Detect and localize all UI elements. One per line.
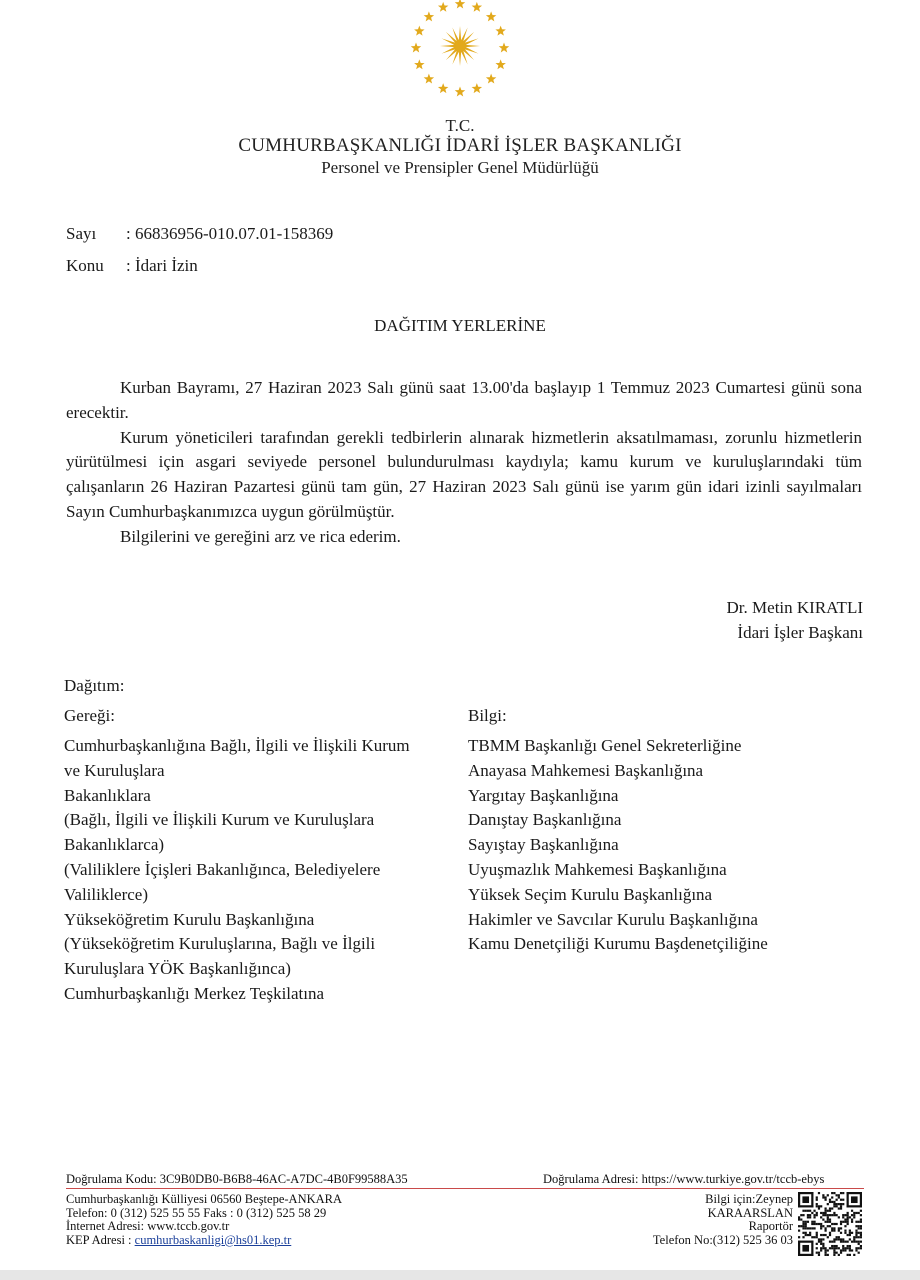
distribution-line: ve Kuruluşlara bbox=[64, 760, 165, 780]
distribution-line: TBMM Başkanlığı Genel Sekreterliğine bbox=[468, 736, 742, 755]
distribution-title: Dağıtım: bbox=[64, 676, 125, 695]
body-paragraph-1: Kurban Bayramı, 27 Haziran 2023 Salı günü saat 13.00'da başlayıp 1 Temmuz 2023 Cumartesi günü sona erecektir. bbox=[66, 378, 862, 422]
signatory-name: Dr. Metin KIRATLI bbox=[726, 598, 863, 617]
header-institution: CUMHURBAŞKANLIĞI İDARİ İŞLER BAŞKANLIĞI bbox=[238, 135, 682, 156]
distribution-line: Bakanlıklarca) bbox=[64, 835, 165, 855]
addressee: DAĞITIM YERLERİNE bbox=[374, 316, 546, 335]
sayi-value: : 66836956-010.07.01-158369 bbox=[126, 224, 334, 243]
distribution-line: Bakanlıklara bbox=[64, 785, 151, 805]
header-department: Personel ve Prensipler Genel Müdürlüğü bbox=[321, 158, 599, 177]
footer-phone-fax: Telefon: 0 (312) 525 55 55 Faks : 0 (312) 525 58 29 bbox=[66, 1205, 327, 1220]
sayi-label: Sayı bbox=[66, 224, 97, 243]
letter-body bbox=[66, 376, 862, 550]
distribution-line: Kamu Denetçiliği Kurumu Başdenetçiliğine bbox=[468, 934, 768, 954]
distribution-line: (Valiliklere İçişleri Bakanlığınca, Belediyelere bbox=[64, 859, 381, 879]
gerei-list bbox=[64, 734, 459, 1007]
konu-value: : İdari İzin bbox=[126, 256, 198, 275]
qr-code-icon bbox=[798, 1192, 862, 1256]
kep-address-link[interactable]: cumhurbaskanligi@hs01.kep.tr bbox=[134, 1232, 292, 1247]
bilgi-heading: Bilgi: bbox=[468, 706, 507, 725]
kep-label: KEP Adresi : bbox=[66, 1232, 135, 1247]
distribution-line: Yüksek Seçim Kurulu Başkanlığına bbox=[468, 884, 713, 904]
distribution-line: Cumhurbaşkanlığına Bağlı, İlgili ve İlişkili Kurum bbox=[64, 736, 410, 755]
info-line-3: Raportör bbox=[748, 1219, 793, 1234]
signatory-title: İdari İşler Başkanı bbox=[737, 623, 863, 642]
distribution-line: Cumhurbaşkanlığı Merkez Teşkilatına bbox=[64, 983, 325, 1003]
distribution-line: Yargıtay Başkanlığına bbox=[468, 785, 619, 805]
footer-divider bbox=[66, 1188, 864, 1189]
footer-info bbox=[600, 1193, 793, 1247]
footer-kep bbox=[66, 1234, 342, 1248]
distribution-line: Anayasa Mahkemesi Başkanlığına bbox=[468, 760, 704, 780]
distribution-line: Kuruluşlara YÖK Başkanlığınca) bbox=[64, 959, 291, 979]
distribution-line: (Yükseköğretim Kuruluşlarına, Bağlı ve İlgili bbox=[64, 934, 376, 954]
gerei-heading: Gereği: bbox=[64, 706, 115, 725]
footer-address: Cumhurbaşkanlığı Külliyesi 06560 Beştepe-ANKARA bbox=[66, 1192, 343, 1206]
verification-address: Doğrulama Adresi: https://www.turkiye.gov.tr/tccb-ebys bbox=[543, 1172, 825, 1186]
scan-bottom-edge bbox=[0, 1270, 920, 1280]
body-paragraph-3: Bilgilerini ve gereğini arz ve rica ederim. bbox=[120, 526, 401, 546]
body-paragraph-2: Kurum yöneticileri tarafından gerekli tedbirlerin alınarak hizmetlerin aksatılmaması, zorunlu hizmetlerin yürütülmesi için asgari seviyede personel bulundurulması kaydıyla; kamu kurum ve kuruluşlarındaki tüm çalışanların 26 Haziran Pazartesi günü tam gün, 27 Haziran 2023 Salı günü ise yarım gün idari izinli sayılmaları Sayın Cumhurbaşkanımızca uygun görülmüştür. bbox=[66, 427, 862, 521]
distribution-line: Uyuşmazlık Mahkemesi Başkanlığına bbox=[468, 859, 727, 879]
header-tc: T.C. bbox=[445, 116, 475, 135]
presidential-seal-icon bbox=[402, 0, 518, 112]
distribution-line: Valiliklerce) bbox=[64, 884, 149, 904]
info-line-1: Bilgi için:Zeynep bbox=[705, 1192, 793, 1206]
info-line-2: KARAARSLAN bbox=[707, 1205, 793, 1220]
footer-contact bbox=[66, 1193, 342, 1247]
info-phone: Telefon No:(312) 525 36 03 bbox=[652, 1232, 793, 1247]
distribution-line: (Bağlı, İlgili ve İlişkili Kurum ve Kuruluşlara bbox=[64, 810, 375, 830]
konu-label: Konu bbox=[66, 256, 104, 275]
distribution-line: Sayıştay Başkanlığına bbox=[468, 835, 619, 855]
distribution-line: Yükseköğretim Kurulu Başkanlığına bbox=[64, 909, 315, 929]
footer-internet: İnternet Adresi: www.tccb.gov.tr bbox=[66, 1219, 230, 1234]
distribution-line: Danıştay Başkanlığına bbox=[468, 810, 622, 830]
verification-code: Doğrulama Kodu: 3C9B0DB0-B6B8-46AC-A7DC-4B0F99588A35 bbox=[66, 1172, 408, 1186]
bilgi-list bbox=[468, 734, 868, 957]
distribution-line: Hakimler ve Savcılar Kurulu Başkanlığına bbox=[468, 909, 758, 929]
